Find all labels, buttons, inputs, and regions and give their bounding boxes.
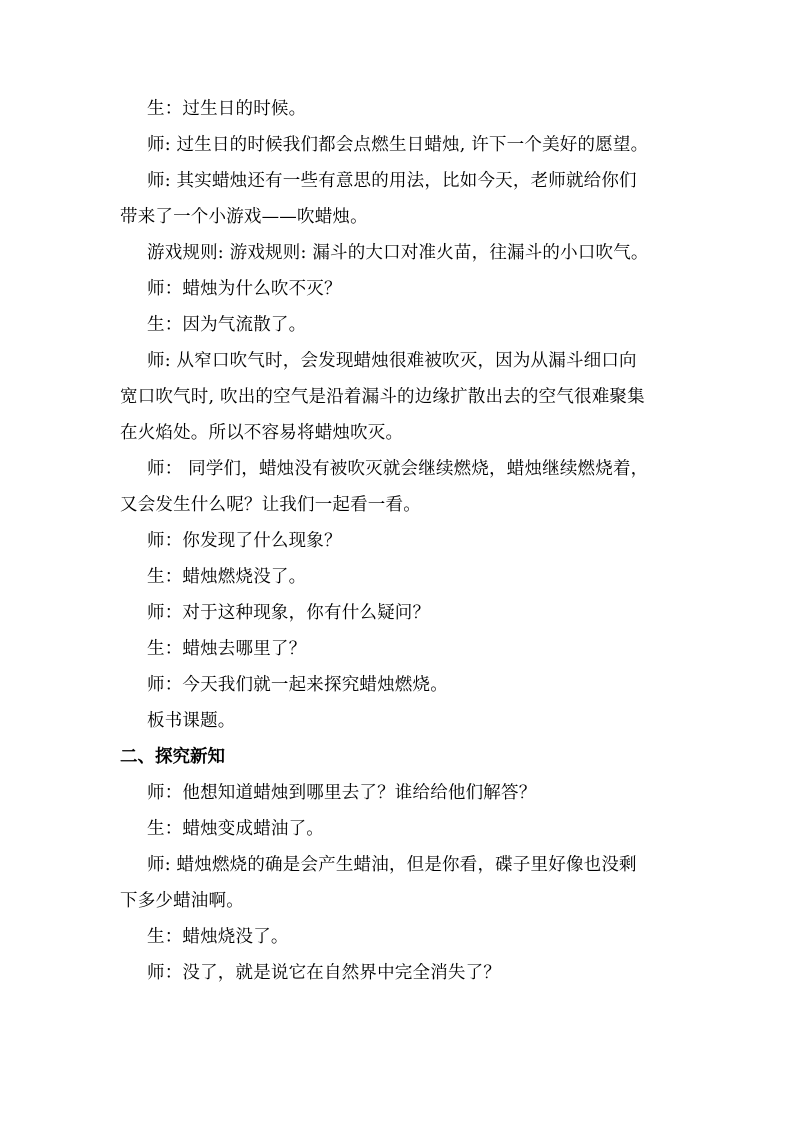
dialogue-line: 生：蜡烛烧没了。 [147,927,289,947]
dialogue-line: 师： 同学们，蜡烛没有被吹灭就会继续燃烧，蜡烛继续燃烧着， [147,459,649,479]
game-rules-line: 游戏规则: 游戏规则: 漏斗的大口对准火苗，往漏斗的小口吹气。 [147,243,649,263]
dialogue-line-continuation: 带来了一个小游戏——吹蜡烛。 [120,207,368,227]
blackboard-note: 板书课题。 [147,711,236,731]
dialogue-line-continuation: 在火焰处。所以不容易将蜡烛吹灭。 [120,423,404,443]
dialogue-line: 生：蜡烛变成蜡油了。 [147,819,324,839]
dialogue-line: 师：没了，就是说它在自然界中完全消失了？ [147,963,501,983]
dialogue-line: 师: 过生日的时候我们都会点燃生日蜡烛, 许下一个美好的愿望。 [147,135,649,155]
dialogue-line: 师：他想知道蜡烛到哪里去了？谁给给他们解答？ [147,783,537,803]
dialogue-line-continuation: 宽口吹气时, 吹出的空气是沿着漏斗的边缘扩散出去的空气很难聚集 [120,387,645,407]
dialogue-line: 师: 从窄口吹气时，会发现蜡烛很难被吹灭，因为从漏斗细口向 [147,351,637,371]
dialogue-line: 师：你发现了什么现象？ [147,531,342,551]
dialogue-line-continuation: 又会发生什么呢？让我们一起看一看。 [120,495,421,515]
dialogue-line: 师：今天我们就一起来探究蜡烛燃烧。 [147,675,448,695]
dialogue-line: 师：对于这种现象，你有什么疑问？ [147,603,431,623]
dialogue-line: 生：因为气流散了。 [147,315,307,335]
dialogue-line-continuation: 下多少蜡油啊。 [120,891,244,911]
dialogue-line: 生：蜡烛去哪里了？ [147,639,307,659]
dialogue-line: 生：过生日的时候。 [147,99,307,119]
section-heading: 二、探究新知 [120,747,225,767]
dialogue-line: 师：蜡烛为什么吹不灭？ [147,279,342,299]
dialogue-line: 师: 蜡烛燃烧的确是会产生蜡油，但是你看，碟子里好像也没剩 [147,855,637,875]
dialogue-line: 师: 其实蜡烛还有一些有意思的用法，比如今天，老师就给你们 [147,171,637,191]
dialogue-line: 生：蜡烛燃烧没了。 [147,567,307,587]
